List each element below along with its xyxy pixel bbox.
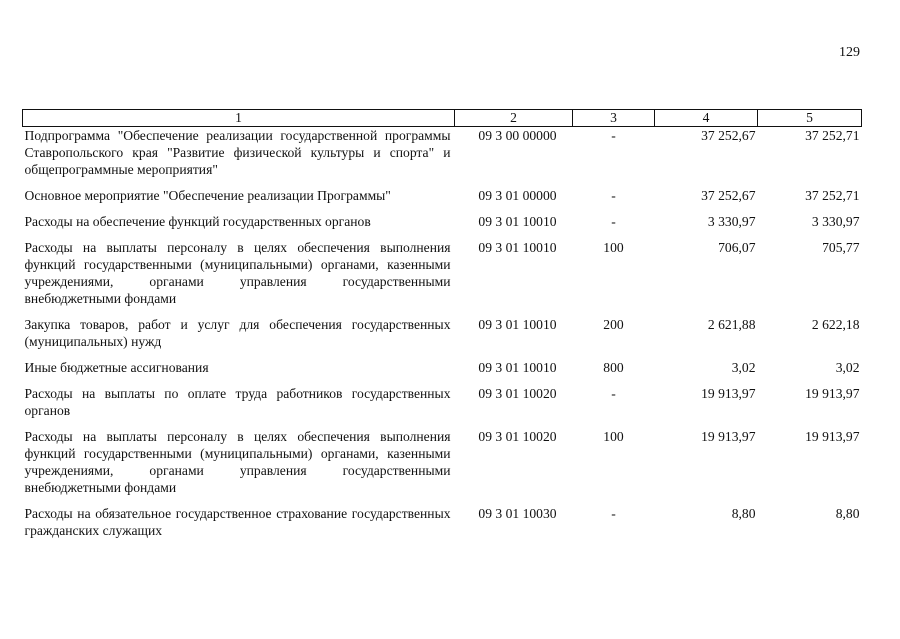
table-row [23, 359, 862, 376]
row-code: 09 3 01 10030 [478, 506, 557, 521]
row-value-1: 2 621,88 [707, 317, 756, 332]
header-col-3: 3 [573, 110, 655, 127]
header-col-2: 2 [455, 110, 573, 127]
table-row [23, 385, 862, 419]
row-value-2: 19 913,97 [805, 429, 860, 444]
table-header [23, 110, 862, 127]
row-spacer [23, 496, 862, 505]
row-value-1: 3,02 [731, 360, 756, 375]
row-code: 09 3 01 10020 [478, 386, 557, 401]
row-name: Расходы на выплаты персоналу в целях обеспечения выполнения функций государственными (муниципальными) органами, казенными учреждениями, органами управления государственными внебюджетными фондами [24, 240, 451, 306]
header-col-1: 1 [23, 110, 455, 127]
table-row [23, 239, 862, 307]
row-value-1: 19 913,97 [701, 429, 756, 444]
row-spacer [23, 350, 862, 359]
row-code: 09 3 01 10020 [478, 429, 557, 444]
row-code: 09 3 01 10010 [478, 240, 557, 255]
table-row [23, 127, 862, 179]
row-spacer [23, 204, 862, 213]
row-code: 09 3 01 10010 [478, 360, 557, 375]
row-value-2: 3,02 [835, 360, 860, 375]
row-value-2: 37 252,71 [805, 188, 860, 203]
row-name: Подпрограмма "Обеспечение реализации государственной программы Ставропольского края "Развитие физической культуры и спорта" и общепрограммные мероприятия" [24, 128, 451, 177]
row-expense-type: - [611, 188, 616, 203]
row-value-1: 706,07 [718, 240, 756, 255]
row-name: Иные бюджетные ассигнования [24, 360, 209, 375]
row-name: Расходы на выплаты по оплате труда работников государственных органов [24, 386, 451, 418]
row-spacer [23, 376, 862, 385]
row-name: Расходы на обязательное государственное страхование государственных гражданских служащих [24, 506, 451, 538]
row-name: Основное мероприятие "Обеспечение реализации Программы" [24, 188, 391, 203]
row-expense-type: - [611, 506, 616, 521]
table-body [23, 127, 862, 540]
row-name: Закупка товаров, работ и услуг для обеспечения государственных (муниципальных) нужд [24, 317, 451, 349]
row-value-2: 2 622,18 [811, 317, 860, 332]
row-value-1: 37 252,67 [701, 128, 756, 143]
row-value-2: 8,80 [835, 506, 860, 521]
header-col-5: 5 [758, 110, 862, 127]
row-expense-type: 100 [603, 429, 624, 444]
row-value-1: 8,80 [731, 506, 756, 521]
row-spacer [23, 419, 862, 428]
row-expense-type: - [611, 128, 616, 143]
row-expense-type: 200 [603, 317, 624, 332]
row-name: Расходы на обеспечение функций государственных органов [24, 214, 371, 229]
row-value-2: 705,77 [822, 240, 860, 255]
row-value-2: 3 330,97 [811, 214, 860, 229]
row-expense-type: 100 [603, 240, 624, 255]
row-value-1: 3 330,97 [707, 214, 756, 229]
row-code: 09 3 01 10010 [478, 214, 557, 229]
table-row [23, 505, 862, 539]
row-spacer [23, 230, 862, 239]
row-expense-type: 800 [603, 360, 624, 375]
table-row [23, 316, 862, 350]
row-name: Расходы на выплаты персоналу в целях обеспечения выполнения функций государственными (муниципальными) органами, казенными учреждениями, органами управления государственными внебюджетными фондами [24, 429, 451, 495]
table-row [23, 187, 862, 204]
row-value-2: 19 913,97 [805, 386, 860, 401]
table-row [23, 428, 862, 496]
table-row [23, 213, 862, 230]
header-row [23, 110, 862, 127]
row-expense-type: - [611, 214, 616, 229]
header-col-4: 4 [655, 110, 758, 127]
row-code: 09 3 00 00000 [478, 128, 557, 143]
row-code: 09 3 01 00000 [478, 188, 557, 203]
row-spacer [23, 307, 862, 316]
row-spacer [23, 178, 862, 187]
row-value-1: 19 913,97 [701, 386, 756, 401]
page-number: 129 [839, 45, 860, 60]
row-value-1: 37 252,67 [701, 188, 756, 203]
budget-table [22, 109, 862, 539]
row-value-2: 37 252,71 [805, 128, 860, 143]
row-expense-type: - [611, 386, 616, 401]
row-code: 09 3 01 10010 [478, 317, 557, 332]
